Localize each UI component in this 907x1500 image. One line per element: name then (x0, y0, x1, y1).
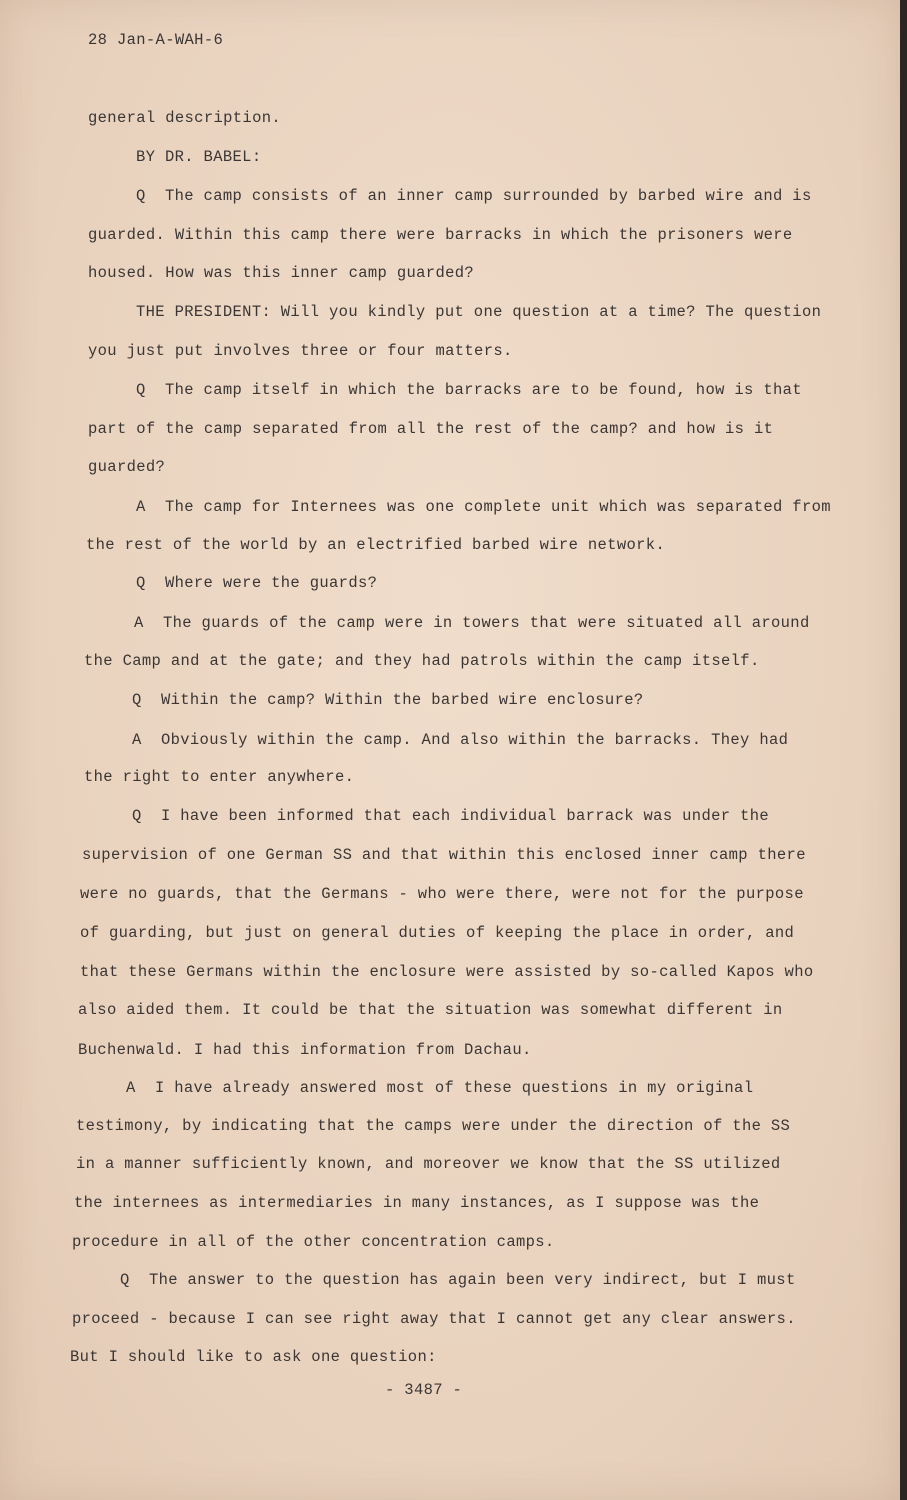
text-line: Q Where were the guards? (136, 574, 378, 592)
page-edge-shadow (900, 0, 907, 1500)
text-line: of guarding, but just on general duties of keeping the place in order, and (80, 924, 795, 942)
text-line: Q The camp consists of an inner camp surrounded by barbed wire and is (136, 187, 812, 205)
text-line: A The camp for Internees was one complete unit which was separated from (136, 498, 831, 516)
page-header: 28 Jan-A-WAH-6 (88, 31, 224, 49)
text-line: BY DR. BABEL: (136, 148, 262, 166)
text-line: A Obviously within the camp. And also within the barracks. They had (132, 731, 789, 749)
text-line: you just put involves three or four matters. (88, 342, 513, 360)
text-line: Q The camp itself in which the barracks are to be found, how is that (136, 381, 802, 399)
text-line: Q The answer to the question has again been very indirect, but I must (120, 1271, 796, 1289)
text-line: were no guards, that the Germans - who were there, were not for the purpose (80, 885, 804, 903)
text-line: A I have already answered most of these questions in my original (126, 1079, 754, 1097)
text-line: the rest of the world by an electrified barbed wire network. (86, 536, 666, 554)
text-line: the internees as intermediaries in many instances, as I suppose was the (74, 1194, 760, 1212)
text-line: the right to enter anywhere. (84, 768, 355, 786)
text-line: that these Germans within the enclosure were assisted by so-called Kapos who (80, 963, 814, 981)
text-line: Q Within the camp? Within the barbed wire enclosure? (132, 691, 644, 709)
text-line: proceed - because I can see right away that I cannot get any clear answers. (72, 1310, 796, 1328)
page-number: - 3487 - (385, 1381, 463, 1399)
text-line: guarded. Within this camp there were barracks in which the prisoners were (88, 226, 793, 244)
text-line: guarded? (88, 458, 166, 476)
text-line: general description. (88, 109, 282, 127)
text-line: A The guards of the camp were in towers that were situated all around (134, 614, 810, 632)
text-line: But I should like to ask one question: (70, 1348, 437, 1366)
text-line: THE PRESIDENT: Will you kindly put one question at a time? The question (136, 303, 822, 321)
text-line: Buchenwald. I had this information from Dachau. (78, 1041, 532, 1059)
text-line: also aided them. It could be that the situation was somewhat different in (78, 1001, 783, 1019)
text-line: testimony, by indicating that the camps were under the direction of the SS (76, 1117, 791, 1135)
text-line: in a manner sufficiently known, and moreover we know that the SS utilized (76, 1155, 781, 1173)
text-line: Q I have been informed that each individual barrack was under the (132, 807, 769, 825)
text-line: procedure in all of the other concentration camps. (72, 1233, 555, 1251)
text-line: supervision of one German SS and that within this enclosed inner camp there (82, 846, 806, 864)
text-line: part of the camp separated from all the rest of the camp? and how is it (88, 420, 774, 438)
text-line: housed. How was this inner camp guarded? (88, 264, 475, 282)
text-line: the Camp and at the gate; and they had patrols within the camp itself. (84, 652, 760, 670)
